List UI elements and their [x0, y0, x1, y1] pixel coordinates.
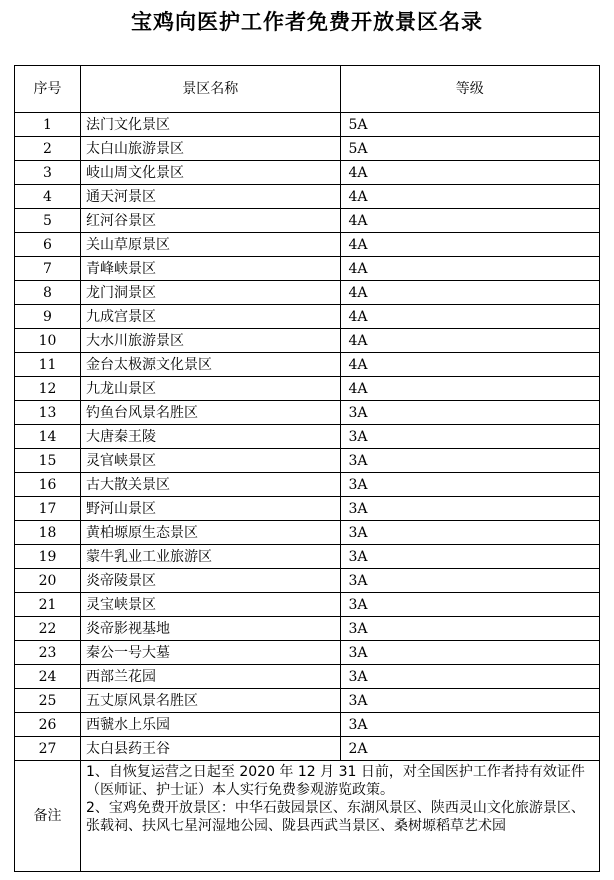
- row-level: 3A: [340, 689, 600, 713]
- row-number: 16: [15, 473, 81, 497]
- row-scenic-name: 古大散关景区: [81, 473, 341, 497]
- table-row: [15, 185, 600, 209]
- row-number: 14: [15, 425, 81, 449]
- row-number: 7: [15, 257, 81, 281]
- row-number: 9: [15, 305, 81, 329]
- row-scenic-name: 钓鱼台风景名胜区: [81, 401, 341, 425]
- row-level: 3A: [340, 617, 600, 641]
- row-scenic-name: 青峰峡景区: [81, 257, 341, 281]
- notes-item2: 2、宝鸡免费开放景区：中华石鼓园景区、东湖风景区、陕西灵山文化旅游景区、张载祠、扶风七星河湿地公园、陇县西武当景区、桑树塬稻草艺术园: [86, 800, 585, 834]
- row-level: 4A: [340, 353, 600, 377]
- row-scenic-name: 炎帝陵景区: [81, 569, 341, 593]
- notes-item1: 1、自恢复运营之日起至 2020 年 12 月 31 日前，对全国医护工作者持有效证件（医师证、护士证）本人实行免费参观游览政策。: [86, 764, 585, 798]
- row-scenic-name: 岐山周文化景区: [81, 161, 341, 185]
- row-scenic-name: 西部兰花园: [81, 665, 341, 689]
- table-row: [15, 545, 600, 569]
- row-number: 27: [15, 737, 81, 761]
- row-number: 15: [15, 449, 81, 473]
- row-number: 12: [15, 377, 81, 401]
- row-number: 25: [15, 689, 81, 713]
- table-row: [15, 617, 600, 641]
- row-level: 4A: [340, 377, 600, 401]
- row-number: 13: [15, 401, 81, 425]
- row-level: 2A: [340, 737, 600, 761]
- row-number: 22: [15, 617, 81, 641]
- row-number: 20: [15, 569, 81, 593]
- row-scenic-name: 关山草原景区: [81, 233, 341, 257]
- table-row: [15, 665, 600, 689]
- table-row: [15, 689, 600, 713]
- row-level: 5A: [340, 113, 600, 137]
- row-scenic-name: 金台太极源文化景区: [81, 353, 341, 377]
- table-row: [15, 641, 600, 665]
- row-number: 26: [15, 713, 81, 737]
- row-level: 3A: [340, 545, 600, 569]
- row-level: 3A: [340, 521, 600, 545]
- column-header-no: 序号: [15, 66, 81, 113]
- row-scenic-name: 大唐秦王陵: [81, 425, 341, 449]
- row-scenic-name: 蒙牛乳业工业旅游区: [81, 545, 341, 569]
- row-number: 3: [15, 161, 81, 185]
- row-level: 3A: [340, 449, 600, 473]
- table-row: [15, 737, 600, 761]
- table-row: [15, 305, 600, 329]
- row-scenic-name: 通天河景区: [81, 185, 341, 209]
- row-number: 19: [15, 545, 81, 569]
- row-level: 3A: [340, 497, 600, 521]
- row-scenic-name: 大水川旅游景区: [81, 329, 341, 353]
- row-number: 21: [15, 593, 81, 617]
- row-number: 1: [15, 113, 81, 137]
- row-scenic-name: 太白县药王谷: [81, 737, 341, 761]
- row-level: 3A: [340, 401, 600, 425]
- row-number: 11: [15, 353, 81, 377]
- table-row: [15, 569, 600, 593]
- table-row: [15, 521, 600, 545]
- row-number: 24: [15, 665, 81, 689]
- row-scenic-name: 西虢水上乐园: [81, 713, 341, 737]
- table-row: [15, 593, 600, 617]
- row-level: 4A: [340, 305, 600, 329]
- row-number: 5: [15, 209, 81, 233]
- column-header-level: 等级: [340, 66, 600, 113]
- table-row: [15, 329, 600, 353]
- row-level: 4A: [340, 281, 600, 305]
- row-number: 4: [15, 185, 81, 209]
- scenic-area-table: [14, 65, 600, 872]
- row-scenic-name: 灵宝峡景区: [81, 593, 341, 617]
- row-number: 8: [15, 281, 81, 305]
- table-row: [15, 137, 600, 161]
- row-scenic-name: 五丈原风景名胜区: [81, 689, 341, 713]
- row-scenic-name: 红河谷景区: [81, 209, 341, 233]
- row-level: 3A: [340, 569, 600, 593]
- row-scenic-name: 龙门洞景区: [81, 281, 341, 305]
- row-scenic-name: 炎帝影视基地: [81, 617, 341, 641]
- notes-row: [15, 761, 600, 872]
- table-row: [15, 281, 600, 305]
- page-title: 宝鸡向医护工作者免费开放景区名录: [131, 10, 483, 34]
- table-row: [15, 473, 600, 497]
- row-scenic-name: 太白山旅游景区: [81, 137, 341, 161]
- table-row: [15, 497, 600, 521]
- row-level: 3A: [340, 425, 600, 449]
- row-level: 4A: [340, 233, 600, 257]
- row-number: 6: [15, 233, 81, 257]
- table-row: [15, 257, 600, 281]
- row-level: 4A: [340, 161, 600, 185]
- row-number: 23: [15, 641, 81, 665]
- row-number: 17: [15, 497, 81, 521]
- table-row: [15, 353, 600, 377]
- table-row: [15, 425, 600, 449]
- table-row: [15, 161, 600, 185]
- row-level: 4A: [340, 257, 600, 281]
- row-level: 5A: [340, 137, 600, 161]
- row-scenic-name: 灵官峡景区: [81, 449, 341, 473]
- row-level: 3A: [340, 713, 600, 737]
- table-row: [15, 713, 600, 737]
- row-scenic-name: 九成宫景区: [81, 305, 341, 329]
- row-level: 3A: [340, 641, 600, 665]
- column-header-name: 景区名称: [81, 66, 341, 113]
- row-level: 3A: [340, 665, 600, 689]
- row-scenic-name: 黄柏塬原生态景区: [81, 521, 341, 545]
- notes-label: 备注: [15, 761, 81, 872]
- row-level: 4A: [340, 185, 600, 209]
- row-level: 3A: [340, 473, 600, 497]
- row-level: 3A: [340, 593, 600, 617]
- row-scenic-name: 九龙山景区: [81, 377, 341, 401]
- row-number: 18: [15, 521, 81, 545]
- row-number: 10: [15, 329, 81, 353]
- table-row: [15, 449, 600, 473]
- table-row: [15, 377, 600, 401]
- row-level: 4A: [340, 209, 600, 233]
- row-scenic-name: 秦公一号大墓: [81, 641, 341, 665]
- notes-content: [81, 761, 600, 872]
- table-row: [15, 113, 600, 137]
- row-number: 2: [15, 137, 81, 161]
- table-row: [15, 209, 600, 233]
- table-row: [15, 401, 600, 425]
- row-level: 4A: [340, 329, 600, 353]
- table-header-row: [15, 66, 600, 113]
- table-row: [15, 233, 600, 257]
- row-scenic-name: 法门文化景区: [81, 113, 341, 137]
- row-scenic-name: 野河山景区: [81, 497, 341, 521]
